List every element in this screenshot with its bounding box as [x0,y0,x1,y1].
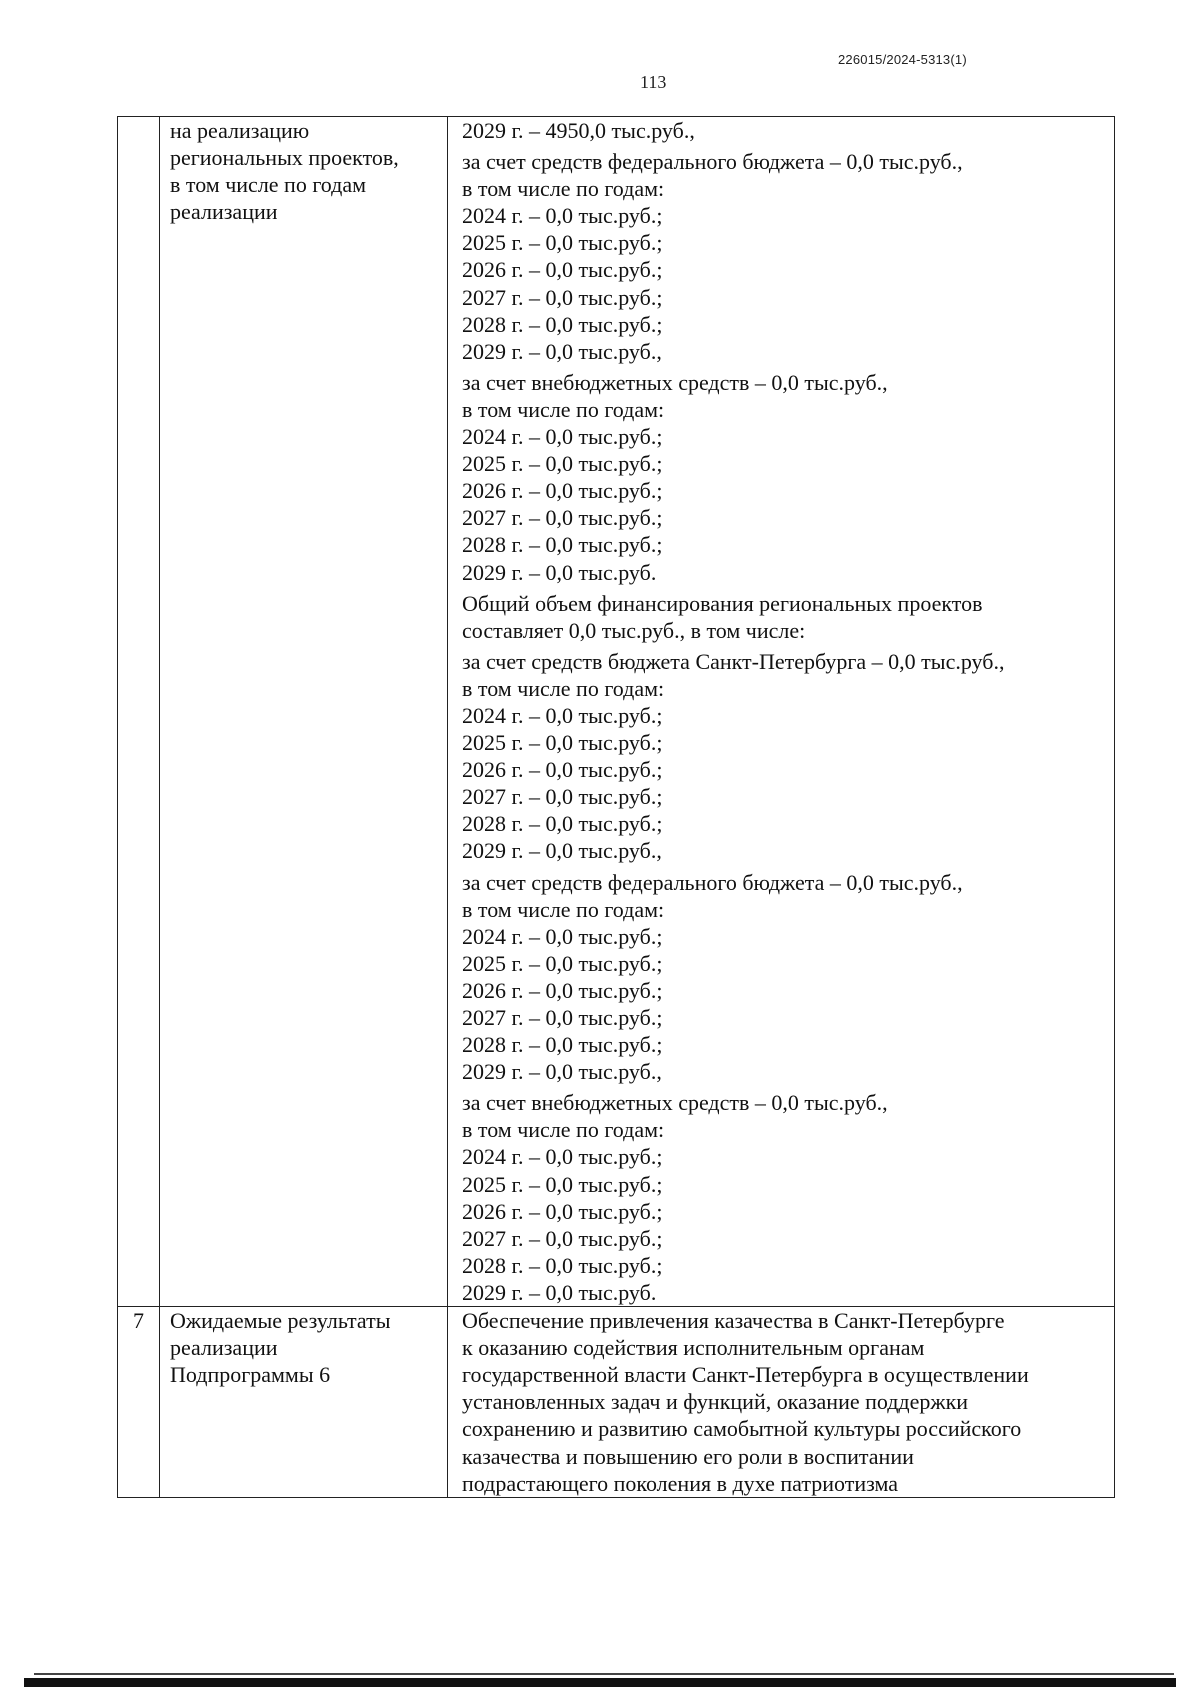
table-row [118,1307,1115,1498]
text-line: 2024 г. – 0,0 тыс.руб.; [462,203,663,229]
row-value [448,117,1115,1307]
text-line: к оказанию содействия исполнительным органам [462,1335,925,1361]
text-line: 2028 г. – 0,0 тыс.руб.; [462,1032,663,1058]
text-line: 2029 г. – 0,0 тыс.руб., [462,1059,662,1085]
scan-edge-bar [24,1678,1176,1687]
text-line: 2028 г. – 0,0 тыс.руб.; [462,1252,663,1278]
text-line: 2024 г. – 0,0 тыс.руб.; [462,702,663,728]
text-line: 2029 г. – 0,0 тыс.руб. [462,1279,657,1305]
text-line: 2025 г. – 0,0 тыс.руб.; [462,1171,663,1197]
document-id: 226015/2024-5313(1) [838,52,967,67]
text-line: 2025 г. – 0,0 тыс.руб.; [462,730,663,756]
text-line: 2027 г. – 0,0 тыс.руб.; [462,1225,663,1251]
text-line: составляет 0,0 тыс.руб., в том числе: [462,617,806,643]
text-line: 2027 г. – 0,0 тыс.руб.; [462,505,663,531]
text-line: в том числе по годам: [462,675,665,701]
text-line: казачества и повышению его роли в воспитании [462,1443,914,1469]
text-line: в том числе по годам: [462,176,665,202]
text-line: сохранению и развитию самобытной культуры российского [462,1416,1022,1442]
text-line: региональных проектов, [170,145,399,171]
text-line: 2025 г. – 0,0 тыс.руб.; [462,950,663,976]
text-line: государственной власти Санкт-Петербурга в осуществлении [462,1362,1029,1388]
text-line: 2026 г. – 0,0 тыс.руб.; [462,1198,663,1224]
text-line: 2025 г. – 0,0 тыс.руб.; [462,451,663,477]
text-line: в том числе по годам: [462,396,665,422]
text-line: в том числе по годам: [462,896,665,922]
text-line: 2024 г. – 0,0 тыс.руб.; [462,923,663,949]
text-line: 2029 г. – 4950,0 тыс.руб., [462,118,695,143]
text-line: 2026 г. – 0,0 тыс.руб.; [462,257,663,283]
text-line: реализации [170,1335,278,1361]
text-line: реализации [170,199,278,225]
text-line: за счет средств бюджета Санкт-Петербурга – 0,0 тыс.руб., [462,648,1005,674]
text-line: 2025 г. – 0,0 тыс.руб.; [462,230,663,256]
page-number: 113 [640,72,667,92]
text-line: за счет средств федерального бюджета – 0,0 тыс.руб., [462,869,963,895]
text-line: 2027 г. – 0,0 тыс.руб.; [462,784,663,810]
text-line: 2024 г. – 0,0 тыс.руб.; [462,1144,663,1170]
table-row [118,117,1115,1307]
row-number [118,117,160,1307]
text-line: за счет внебюджетных средств – 0,0 тыс.руб., [462,369,888,395]
text-line: на реализацию [170,118,310,143]
text-line: 2028 г. – 0,0 тыс.руб.; [462,532,663,558]
text-line: 2026 г. – 0,0 тыс.руб.; [462,478,663,504]
text-line: в том числе по годам [170,172,367,198]
text-line: 2028 г. – 0,0 тыс.руб.; [462,311,663,337]
program-passport-table [117,116,1115,1498]
text-line: 2028 г. – 0,0 тыс.руб.; [462,811,663,837]
text-line: подрастающего поколения в духе патриотизма [462,1470,899,1496]
text-line: 2029 г. – 0,0 тыс.руб. [462,559,657,585]
row-label [160,117,448,1307]
text-line: 2024 г. – 0,0 тыс.руб.; [462,424,663,450]
text-line: 2026 г. – 0,0 тыс.руб.; [462,977,663,1003]
text-line: за счет внебюджетных средств – 0,0 тыс.руб., [462,1090,888,1116]
text-line: 2027 г. – 0,0 тыс.руб.; [462,1005,663,1030]
scan-edge-line [34,1673,1174,1675]
text-line: 2029 г. – 0,0 тыс.руб., [462,838,662,864]
text-line: 2027 г. – 0,0 тыс.руб.; [462,284,663,310]
row-number: 7 [118,1307,160,1498]
text-line: за счет средств федерального бюджета – 0,0 тыс.руб., [462,149,963,175]
text-line: Ожидаемые результаты [170,1308,391,1334]
text-line: Обеспечение привлечения казачества в Санкт-Петербурге [462,1308,1005,1334]
text-line: 2026 г. – 0,0 тыс.руб.; [462,757,663,783]
text-line: Подпрограммы 6 [170,1362,331,1388]
text-line: установленных задач и функций, оказание поддержки [462,1389,969,1415]
row-label [160,1307,448,1498]
text-line: Общий объем финансирования региональных проектов [462,590,983,616]
row-value [448,1307,1115,1498]
text-line: в том числе по годам: [462,1117,665,1143]
text-line: 2029 г. – 0,0 тыс.руб., [462,338,662,364]
